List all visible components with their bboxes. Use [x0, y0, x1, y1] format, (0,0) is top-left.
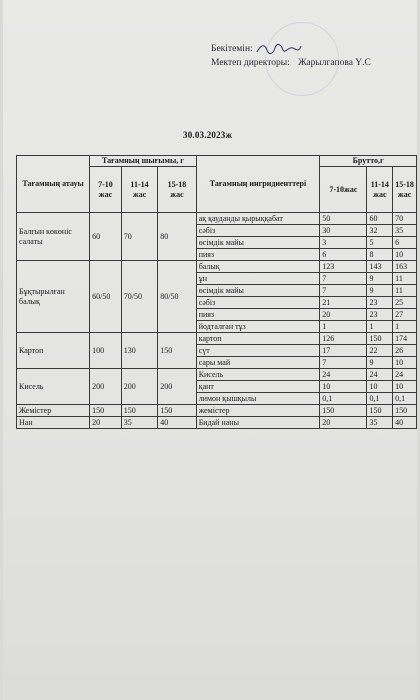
brutto-value: 150: [393, 405, 417, 417]
brutto-value: 3: [320, 237, 367, 249]
director-label: Мектеп директоры:: [211, 58, 290, 69]
approval-block: [211, 42, 371, 70]
brutto-value: 21: [320, 297, 367, 309]
brutto-value: 26: [393, 345, 417, 357]
brutto-value: 24: [367, 369, 393, 381]
table-row: [17, 261, 417, 273]
brutto-value: 6: [393, 237, 417, 249]
dish-name: Кисель: [17, 369, 90, 405]
brutto-value: 150: [320, 405, 367, 417]
brutto-value: 8: [367, 249, 393, 261]
document-page: [3, 0, 417, 700]
dish-yield: 200: [121, 369, 157, 405]
ingredient-name: картоп: [196, 333, 320, 345]
ingredient-name: йодталған тұз: [196, 321, 320, 333]
header-age-group: 11-14 жас: [121, 167, 157, 213]
brutto-value: 11: [393, 285, 417, 297]
header-brutto-group: 11-14 жас: [367, 167, 393, 213]
table-row: [17, 213, 417, 225]
header-age-group: 7-10 жас: [90, 167, 122, 213]
ingredient-name: сәбіз: [196, 225, 320, 237]
brutto-value: 10: [393, 357, 417, 369]
ingredient-name: өсімдік майы: [196, 237, 320, 249]
brutto-value: 123: [320, 261, 367, 273]
brutto-value: 30: [320, 225, 367, 237]
brutto-value: 1: [367, 321, 393, 333]
brutto-value: 7: [320, 285, 367, 297]
header-dish: Тағамның атауы: [17, 156, 90, 213]
dish-yield: 200: [90, 369, 122, 405]
brutto-value: 10: [320, 381, 367, 393]
director-name: Жарылгапова Ү.С: [298, 58, 371, 69]
dish-yield: 80: [158, 213, 196, 261]
dish-yield: 70/50: [121, 261, 157, 333]
header-age-group: 15-18 жас: [158, 167, 196, 213]
brutto-value: 0,1: [367, 393, 393, 405]
ingredient-name: пияз: [196, 309, 320, 321]
header-brutto-group: 7-10жас: [320, 167, 367, 213]
brutto-value: 40: [393, 417, 417, 429]
dish-name: Картоп: [17, 333, 90, 369]
brutto-value: 35: [393, 225, 417, 237]
dish-yield: 80/50: [158, 261, 196, 333]
dish-yield: 40: [158, 417, 196, 429]
brutto-value: 6: [320, 249, 367, 261]
brutto-value: 20: [320, 309, 367, 321]
brutto-value: 27: [393, 309, 417, 321]
ingredient-name: лимон қышқылы: [196, 393, 320, 405]
brutto-value: 70: [393, 213, 417, 225]
table-row: [17, 369, 417, 381]
brutto-value: 10: [367, 381, 393, 393]
brutto-value: 20: [320, 417, 367, 429]
brutto-value: 25: [393, 297, 417, 309]
approval-label: Бекітемін:: [211, 44, 253, 55]
menu-table: [16, 155, 417, 429]
dish-yield: 150: [90, 405, 122, 417]
ingredient-name: қант: [196, 381, 320, 393]
ingredient-name: пияз: [196, 249, 320, 261]
ingredient-name: сәбіз: [196, 297, 320, 309]
brutto-value: 32: [367, 225, 393, 237]
brutto-value: 163: [393, 261, 417, 273]
dish-yield: 35: [121, 417, 157, 429]
brutto-value: 22: [367, 345, 393, 357]
ingredient-name: ұн: [196, 273, 320, 285]
brutto-value: 9: [367, 285, 393, 297]
signature-image: [255, 42, 303, 56]
brutto-value: 7: [320, 357, 367, 369]
dish-name: Бұқтырылған балық: [17, 261, 90, 333]
menu-body: [17, 213, 417, 429]
brutto-value: 9: [367, 357, 393, 369]
dish-yield: 130: [121, 333, 157, 369]
dish-yield: 150: [158, 405, 196, 417]
brutto-value: 1: [393, 321, 417, 333]
header-ingredients: Тағамның ингридиенттері: [196, 156, 320, 213]
header-brutto-group: 15-18 жас: [393, 167, 417, 213]
dish-yield: 200: [158, 369, 196, 405]
ingredient-name: Кисель: [196, 369, 320, 381]
dish-yield: 60/50: [90, 261, 122, 333]
dish-yield: 100: [90, 333, 122, 369]
dish-name: Балғын көкөніс салаты: [17, 213, 90, 261]
brutto-value: 35: [367, 417, 393, 429]
header-yield: Тағамның шығымы, г: [90, 156, 197, 167]
brutto-value: 126: [320, 333, 367, 345]
brutto-value: 143: [367, 261, 393, 273]
brutto-value: 1: [320, 321, 367, 333]
dish-name: Нан: [17, 417, 90, 429]
brutto-value: 23: [367, 309, 393, 321]
header-brutto: Брутто,г: [320, 156, 417, 167]
dish-yield: 70: [121, 213, 157, 261]
brutto-value: 60: [367, 213, 393, 225]
ingredient-name: сүт: [196, 345, 320, 357]
brutto-value: 174: [393, 333, 417, 345]
ingredient-name: ақ қауданды қырыққабат: [196, 213, 320, 225]
brutto-value: 24: [320, 369, 367, 381]
brutto-value: 150: [367, 333, 393, 345]
dish-yield: 150: [158, 333, 196, 369]
brutto-value: 50: [320, 213, 367, 225]
dish-yield: 150: [121, 405, 157, 417]
brutto-value: 17: [320, 345, 367, 357]
table-row: [17, 333, 417, 345]
dish-yield: 60: [90, 213, 122, 261]
brutto-value: 11: [393, 273, 417, 285]
ingredient-name: Бидай наны: [196, 417, 320, 429]
table-row: [17, 405, 417, 417]
brutto-value: 150: [367, 405, 393, 417]
brutto-value: 23: [367, 297, 393, 309]
ingredient-name: балық: [196, 261, 320, 273]
dish-name: Жемістер: [17, 405, 90, 417]
ingredient-name: жемістер: [196, 405, 320, 417]
brutto-value: 5: [367, 237, 393, 249]
brutto-value: 0,1: [393, 393, 417, 405]
brutto-value: 24: [393, 369, 417, 381]
dish-yield: 20: [90, 417, 122, 429]
brutto-value: 9: [367, 273, 393, 285]
ingredient-name: өсімдік майы: [196, 285, 320, 297]
brutto-value: 7: [320, 273, 367, 285]
brutto-value: 10: [393, 249, 417, 261]
brutto-value: 10: [393, 381, 417, 393]
table-row: [17, 417, 417, 429]
ingredient-name: сары май: [196, 357, 320, 369]
menu-date: 30.03.2023ж: [183, 130, 233, 140]
brutto-value: 0,1: [320, 393, 367, 405]
